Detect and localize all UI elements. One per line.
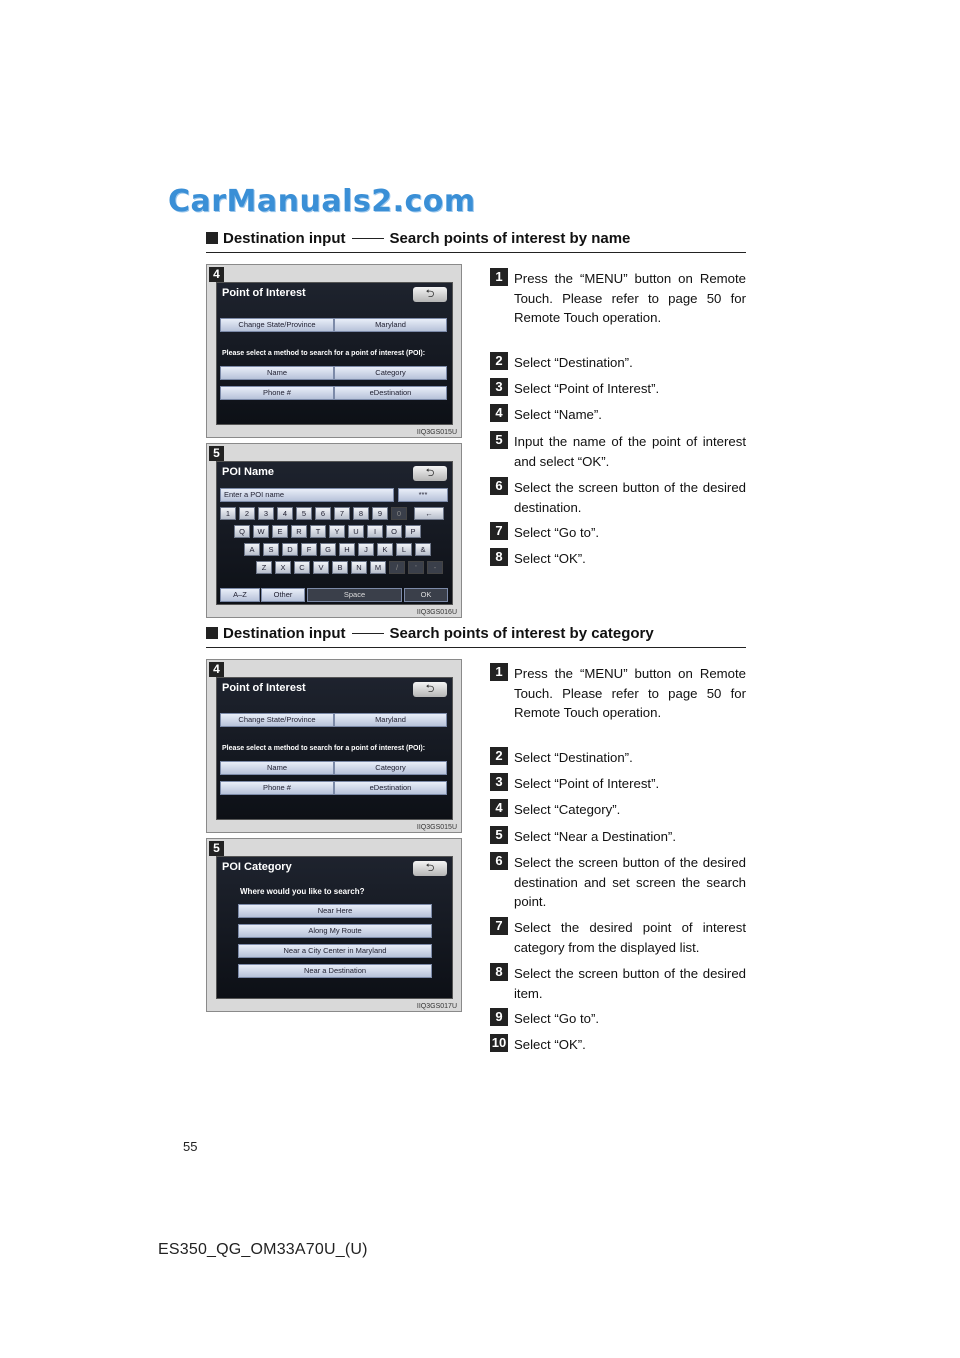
step-number: 6	[490, 852, 508, 870]
step-text: Select the screen button of the desired destination.	[514, 480, 746, 515]
key-H: H	[339, 543, 355, 556]
key-Y: Y	[329, 525, 345, 538]
step-text: Input the name of the point of interest and select “OK”.	[514, 434, 746, 469]
key-2: 2	[239, 507, 255, 520]
step-number: 3	[490, 378, 508, 396]
back-arrow-icon: ⮌	[413, 682, 447, 697]
screen-prompt: Where would you like to search?	[240, 887, 365, 896]
key-L: L	[396, 543, 412, 556]
key-W: W	[253, 525, 269, 538]
category-button: Category	[334, 761, 447, 775]
key-3: 3	[258, 507, 274, 520]
bullet-square-icon	[206, 627, 218, 639]
category-button: Category	[334, 366, 447, 380]
key-4: 4	[277, 507, 293, 520]
step-number: 7	[490, 917, 508, 935]
key-6: 6	[315, 507, 331, 520]
key-J: J	[358, 543, 374, 556]
screenshot-poi-name	[206, 443, 462, 618]
step-number: 4	[490, 799, 508, 817]
screen-title: Point of Interest	[222, 682, 306, 694]
key-7: 7	[334, 507, 350, 520]
image-code: IIQ3GS015U	[416, 824, 457, 831]
step-number: 8	[490, 548, 508, 566]
step-text: Select “Destination”.	[514, 355, 633, 370]
key-1: 1	[220, 507, 236, 520]
step-text: Select “Go to”.	[514, 525, 600, 540]
key-&: &	[415, 543, 431, 556]
key-R: R	[291, 525, 307, 538]
key-5: 5	[296, 507, 312, 520]
edestination-button: eDestination	[334, 386, 447, 400]
key-0: 0	[391, 507, 407, 520]
phone-button: Phone #	[220, 781, 334, 795]
back-arrow-icon: ⮌	[413, 861, 447, 876]
step-number: 1	[490, 663, 508, 681]
near-destination-button: Near a Destination	[238, 964, 432, 978]
az-button: A–Z	[220, 588, 260, 602]
other-button: Other	[261, 588, 305, 602]
edestination-button: eDestination	[334, 781, 447, 795]
watermark-logo: CarManuals2.com	[168, 184, 476, 219]
key-K: K	[377, 543, 393, 556]
screen-prompt: Please select a method to search for a point of interest (POI):	[222, 350, 426, 357]
step-number: 2	[490, 352, 508, 370]
key-X: X	[275, 561, 291, 574]
screenshot-step-number: 4	[209, 662, 224, 677]
image-code: IIQ3GS015U	[416, 429, 457, 436]
ok-button: OK	[404, 588, 448, 602]
key-V: V	[313, 561, 329, 574]
image-code: IIQ3GS016U	[416, 609, 457, 616]
key-A: A	[244, 543, 260, 556]
change-state-button: Change State/Province	[220, 318, 334, 332]
name-button: Name	[220, 761, 334, 775]
screen-prompt: Please select a method to search for a point of interest (POI):	[222, 745, 426, 752]
screen-title: Point of Interest	[222, 287, 306, 299]
key-P: P	[405, 525, 421, 538]
step-number: 5	[490, 431, 508, 449]
image-code: IIQ3GS017U	[416, 1003, 457, 1010]
key-9: 9	[372, 507, 388, 520]
step-text: Select “Point of Interest”.	[514, 776, 660, 791]
key-Z: Z	[256, 561, 272, 574]
screenshot-point-of-interest	[206, 659, 462, 833]
step-text: Select “Category”.	[514, 802, 621, 817]
step-text: Select “Destination”.	[514, 750, 633, 765]
footer-code: ES350_QG_OM33A70U_(U)	[158, 1241, 368, 1258]
step-text: Select “Name”.	[514, 407, 602, 422]
bullet-square-icon	[206, 232, 218, 244]
state-value: Maryland	[334, 318, 447, 332]
key-T: T	[310, 525, 326, 538]
section-heading: Destination input Search points of interest by name	[206, 230, 746, 253]
step-number: 9	[490, 1008, 508, 1026]
near-city-center-button: Near a City Center in Maryland	[238, 944, 432, 958]
nav-screen	[216, 856, 453, 999]
step-text: Select the screen button of the desired item.	[514, 966, 746, 1001]
key-M: M	[370, 561, 386, 574]
key-Q: Q	[234, 525, 250, 538]
step-text: Select “OK”.	[514, 551, 586, 566]
step-text: Select “OK”.	[514, 1037, 586, 1052]
key-D: D	[282, 543, 298, 556]
backspace-icon: ←	[414, 507, 444, 520]
key-U: U	[348, 525, 364, 538]
step-number: 5	[490, 826, 508, 844]
screenshot-step-number: 4	[209, 267, 224, 282]
key-I: I	[367, 525, 383, 538]
space-button: Space	[307, 588, 402, 602]
key-8: 8	[353, 507, 369, 520]
key-O: O	[386, 525, 402, 538]
key-N: N	[351, 561, 367, 574]
step-text: Select “Point of Interest”.	[514, 381, 660, 396]
page-number: 55	[183, 1139, 198, 1154]
key-B: B	[332, 561, 348, 574]
step-number: 7	[490, 522, 508, 540]
step-text: Select “Go to”.	[514, 1011, 600, 1026]
key-S: S	[263, 543, 279, 556]
step-number: 2	[490, 747, 508, 765]
step-number: 6	[490, 477, 508, 495]
step-number: 1	[490, 268, 508, 286]
key--: -	[427, 561, 443, 574]
step-text: Press the “MENU” button on Remote Touch. Please refer to page 50 for Remote Touch operation.	[514, 666, 746, 720]
key-/: /	[389, 561, 405, 574]
along-my-route-button: Along My Route	[238, 924, 432, 938]
phone-button: Phone #	[220, 386, 334, 400]
near-here-button: Near Here	[238, 904, 432, 918]
name-button: Name	[220, 366, 334, 380]
nav-screen	[216, 461, 453, 605]
nav-screen	[216, 282, 453, 425]
nav-screen	[216, 677, 453, 820]
screenshot-point-of-interest	[206, 264, 462, 438]
screenshot-step-number: 5	[209, 841, 224, 856]
key-G: G	[320, 543, 336, 556]
step-text: Select the screen button of the desired destination and set screen the search point.	[514, 855, 746, 909]
back-arrow-icon: ⮌	[413, 466, 447, 481]
step-text: Select the desired point of interest category from the displayed list.	[514, 920, 746, 955]
screenshot-poi-category	[206, 838, 462, 1012]
step-text: Press the “MENU” button on Remote Touch. Please refer to page 50 for Remote Touch operation.	[514, 271, 746, 325]
screen-title: POI Name	[222, 466, 274, 478]
step-number: 10	[491, 1035, 507, 1050]
state-value: Maryland	[334, 713, 447, 727]
screenshot-step-number: 5	[209, 446, 224, 461]
change-state-button: Change State/Province	[220, 713, 334, 727]
screen-title: POI Category	[222, 861, 292, 873]
back-arrow-icon: ⮌	[413, 287, 447, 302]
poi-name-count: ***	[398, 488, 448, 502]
key-C: C	[294, 561, 310, 574]
step-number: 8	[490, 963, 508, 981]
step-number: 3	[490, 773, 508, 791]
step-text: Select “Near a Destination”.	[514, 829, 676, 844]
key-E: E	[272, 525, 288, 538]
key-F: F	[301, 543, 317, 556]
key-': '	[408, 561, 424, 574]
poi-name-input: Enter a POI name	[220, 488, 394, 502]
step-number: 4	[490, 404, 508, 422]
section-heading: Destination input Search points of interest by category	[206, 625, 746, 648]
